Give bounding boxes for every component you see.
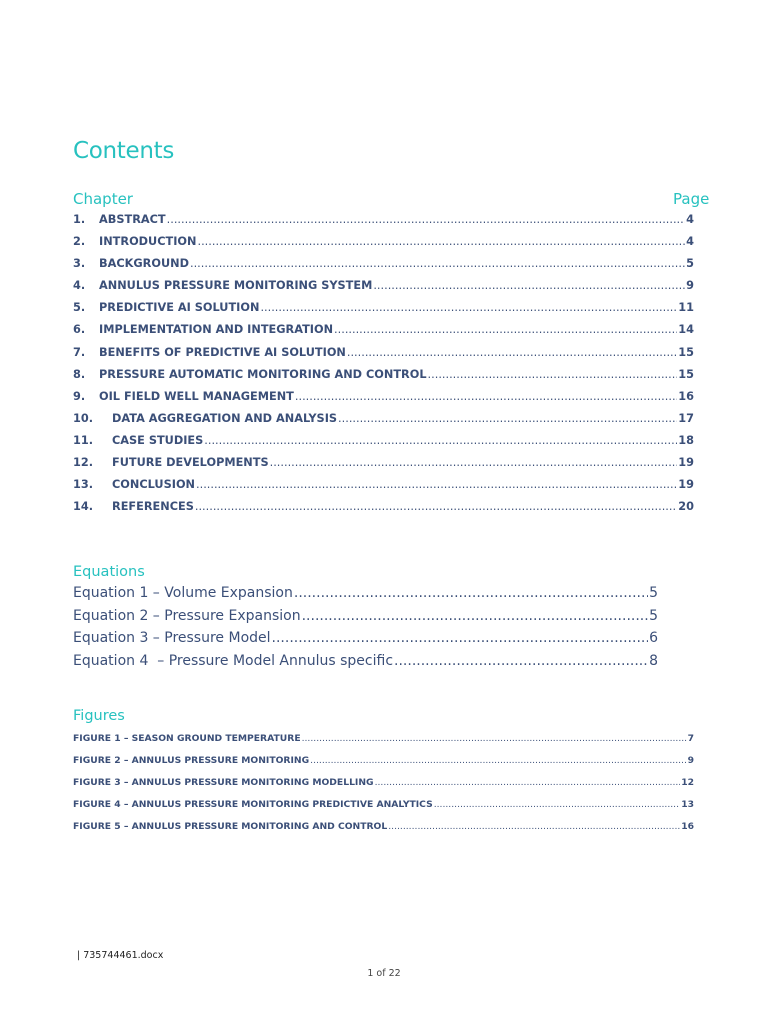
toc-entry-page: 18 (678, 433, 694, 447)
toc-entry[interactable] (73, 412, 694, 434)
equations-heading: Equations (73, 564, 145, 580)
figure-entry-page: 13 (681, 799, 694, 811)
toc-entry-title: ABSTRACT (99, 213, 166, 226)
toc-entry-page: 19 (678, 456, 694, 470)
toc-entry[interactable] (73, 478, 694, 500)
dot-leader (334, 323, 677, 336)
figure-entry-title: FIGURE 4 – ANNULUS PRESSURE MONITORING PREDICTIVE ANALYTICS (73, 799, 433, 811)
toc-entry[interactable] (73, 213, 694, 235)
toc-entry[interactable] (73, 279, 694, 301)
equation-entry-page: 6 (649, 630, 658, 647)
toc-entry-number: 3. (73, 257, 86, 271)
toc-entry-number: 8. (73, 367, 86, 381)
toc-entry[interactable] (73, 434, 694, 456)
footer-filename: | 735744461.docx (77, 950, 164, 961)
toc-entry-page: 14 (678, 323, 694, 337)
dot-leader (260, 301, 677, 314)
toc-entry[interactable] (73, 456, 694, 478)
toc-entry-title: DATA AGGREGATION AND ANALYSIS (112, 411, 338, 425)
figure-entry-title: FIGURE 2 – ANNULUS PRESSURE MONITORING (73, 755, 310, 767)
toc-entry-number: 2. (73, 235, 86, 249)
toc-entry-number: 11. (73, 433, 94, 447)
toc-entry-number: 6. (73, 323, 86, 337)
dot-leader (302, 733, 687, 744)
toc-entry-page: 19 (678, 478, 694, 492)
toc-entry-page: 20 (678, 500, 694, 514)
figure-entry-page: 16 (681, 821, 694, 833)
equation-entry[interactable] (73, 608, 658, 631)
toc-entry-page: 5 (686, 257, 694, 271)
toc-entry-page: 15 (678, 345, 694, 359)
dot-leader (394, 653, 648, 669)
chapter-list (73, 213, 694, 522)
toc-entry-number: 14. (73, 500, 94, 514)
figure-entry[interactable] (73, 799, 694, 821)
figure-entry-title: FIGURE 5 – ANNULUS PRESSURE MONITORING AND CONTROL (73, 821, 388, 833)
equation-entry-page: 8 (649, 653, 658, 670)
dot-leader (375, 777, 681, 788)
toc-entry-title: BENEFITS OF PREDICTIVE AI SOLUTION (99, 345, 346, 359)
toc-entry[interactable] (73, 390, 694, 412)
equation-entry[interactable] (73, 630, 658, 653)
chapter-column-heading: Chapter (73, 190, 133, 208)
toc-entry-page: 15 (678, 367, 694, 381)
dot-leader (434, 799, 681, 810)
figure-entry[interactable] (73, 755, 694, 777)
dot-leader (204, 434, 677, 447)
toc-entry-page: 11 (678, 301, 694, 315)
equations-list (73, 585, 658, 676)
page-column-heading: Page (673, 190, 710, 208)
toc-entry-title: PRESSURE AUTOMATIC MONITORING AND CONTROL (99, 367, 427, 381)
toc-entry-number: 13. (73, 478, 94, 492)
toc-entry-title: FUTURE DEVELOPMENTS (112, 456, 269, 470)
toc-entry[interactable] (73, 301, 694, 323)
dot-leader (270, 456, 678, 469)
equation-entry[interactable] (73, 585, 658, 608)
toc-entry-number: 7. (73, 345, 86, 359)
toc-entry-title: IMPLEMENTATION AND INTEGRATION (99, 323, 334, 337)
figure-entry-title: FIGURE 3 – ANNULUS PRESSURE MONITORING MODELLING (73, 777, 374, 789)
dot-leader (388, 821, 680, 832)
figure-entry[interactable] (73, 777, 694, 799)
figure-entry-page: 7 (687, 733, 694, 744)
figure-entry-page: 12 (681, 777, 694, 789)
dot-leader (272, 630, 649, 646)
figure-entry-title: FIGURE 1 – SEASON GROUND TEMPERATURE (73, 733, 301, 744)
figures-heading: Figures (73, 708, 125, 724)
toc-entry-number: 1. (73, 213, 86, 226)
toc-entry[interactable] (73, 368, 694, 390)
equation-entry-title: Equation 2 – Pressure Expansion (73, 607, 301, 624)
dot-leader (190, 257, 685, 270)
toc-entry-title: ANNULUS PRESSURE MONITORING SYSTEM (99, 279, 373, 293)
figures-list (73, 733, 694, 843)
dot-leader (197, 235, 685, 248)
toc-entry[interactable] (73, 346, 694, 368)
toc-entry-number: 4. (73, 279, 86, 293)
toc-entry[interactable] (73, 235, 694, 257)
toc-entry-page: 4 (686, 213, 694, 226)
dot-leader (196, 478, 677, 491)
toc-entry-title: OIL FIELD WELL MANAGEMENT (99, 389, 294, 403)
toc-entry-title: INTRODUCTION (99, 235, 197, 249)
figure-entry[interactable] (73, 821, 694, 843)
toc-entry-title: CONCLUSION (112, 478, 196, 492)
toc-entry[interactable] (73, 257, 694, 279)
figure-entry-page: 9 (687, 755, 694, 767)
toc-entry[interactable] (73, 323, 694, 345)
toc-entry-page: 16 (678, 389, 694, 403)
equation-entry-page: 5 (649, 607, 658, 624)
toc-entry-number: 10. (73, 411, 94, 425)
toc-entry-page: 4 (686, 235, 694, 249)
toc-entry-title: BACKGROUND (99, 257, 189, 271)
page-title: Contents (73, 138, 175, 164)
toc-entry-title: PREDICTIVE AI SOLUTION (99, 301, 260, 315)
toc-entry-number: 5. (73, 301, 86, 315)
toc-entry-number: 9. (73, 389, 86, 403)
dot-leader (310, 755, 686, 766)
dot-leader (347, 346, 677, 359)
equation-entry[interactable] (73, 653, 658, 676)
equation-entry-title: Equation 4 – Pressure Model Annulus specific (73, 653, 394, 670)
equation-entry-page: 5 (649, 585, 658, 601)
dot-leader (428, 368, 678, 381)
toc-entry-page: 17 (678, 411, 694, 425)
dot-leader (167, 213, 685, 226)
toc-entry-page: 9 (686, 279, 694, 293)
equation-entry-title: Equation 3 – Pressure Model (73, 630, 271, 647)
footer-page-number: 1 of 22 (367, 968, 401, 979)
toc-entry[interactable] (73, 500, 694, 522)
dot-leader (302, 608, 648, 624)
dot-leader (338, 412, 677, 425)
equation-entry-title: Equation 1 – Volume Expansion (73, 585, 293, 601)
dot-leader (195, 500, 677, 513)
toc-entry-number: 12. (73, 456, 94, 470)
dot-leader (373, 279, 685, 292)
dot-leader (294, 585, 648, 601)
toc-entry-title: CASE STUDIES (112, 433, 204, 447)
dot-leader (295, 390, 677, 403)
figure-entry[interactable] (73, 733, 694, 755)
toc-entry-title: REFERENCES (112, 500, 194, 514)
